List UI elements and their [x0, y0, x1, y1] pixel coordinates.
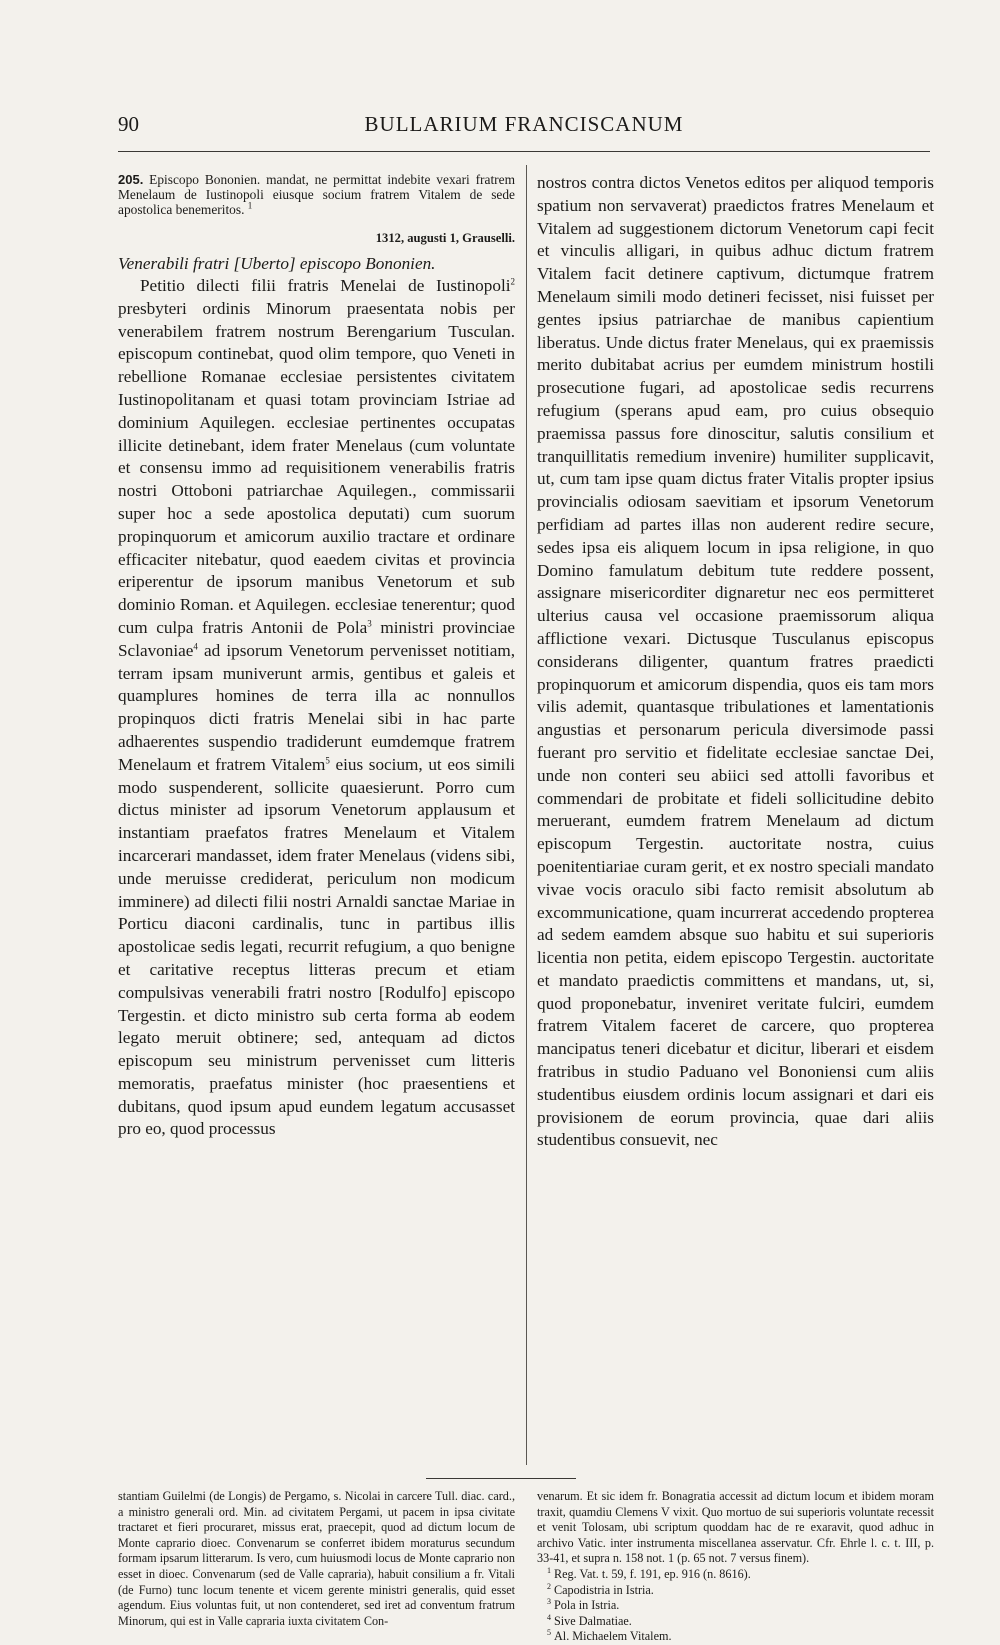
footnote-ref: 4: [193, 641, 198, 652]
footnote-text: Reg. Vat. t. 59, f. 191, ep. 916 (n. 8616).: [554, 1566, 751, 1581]
note-text: venarum. Et sic idem fr. Bonagratia accessit ad dictum locum et ibidem moram traxit, quamdiu Clemens V vixit. Quo mortuo de sui superioris voluntate recessit et venit Tolosam, ubi scriptum quoddam hac de re exaravit, quod adhuc in archivo Vatic. inter instrumenta miscellanea asservatur. Cfr. Ehrle l. c. t. III, p. 33-41, et supra n. 158 not. 1 (p. 65 not. 7 versus finem).: [537, 1489, 934, 1566]
body-paragraph-continued: nostros contra dictos Venetos editos per aliquod temporis spatium non servaverat) praedictos fratres Menelaum et Vitalem ad suggestionem dictorum Venetorum capi fecit et vinculis alligari, in quibus adhuc dictum fratrem Vitalem facit detinere captivum, dictumque fratrem Menelaum simili modo detineri fecisset, nisi fuisset per gentes ipsius patriarchae de manibus capientium liberatus. Unde dictus frater Menelaus, qui ex praemissis merito dubitabat acrius per eumdem ministrum hostili prosecutione fugari, ad apostolicae sedis recurrens refugium (sperans apud eam, pro cuius obsequio praemissa passus fore dinoscitur, salutis consilium et tranquillitatis remedium invenire) humiliter supplicavit, ut, cum tam ipse quam dictus frater Vitalis propter ipsius provincialis odiosam saevitiam et ipsorum Venetorum perfidiam ad partes illas non auderent redire secure, sedes ipsa eis aliquem locum in ipsa religione, in quo Domino famulatum debitum tute reddere possent, assignare misericorditer dignaretur nec eos permitteret ulterius causa vel occasione praemissorum aliqua afflictione vexari. Dictusque Tusculanus episcopus considerans diligenter, quantum fratres praedicti propinquorum et amicorum dispendia, quos eis tam mors vilis ademit, quantasque tribulationes et lamentationis angustias et personarum pericula diversimode passi fuerant pro servitio et fidelitate ecclesiae sanctae Dei, unde non conteri seu abiici sed attolli favoribus et commendari de probitate et fideli sollicitudine debito meruerant, eumdem fratrem Menelaum ad dictum episcopum Tergestin. auctoritate nostra, cuius poenitentiariae curam gerit, et ex nostro speciali mandato vivae vocis oraculo sibi facto remisit absolutum ab excommunicatione, quam incurrerat accedendo propterea ad sedem eamdem absque suo habitu et sui superioris licentia non petita, eidem episcopo Tergestin. auctoritate et mandato praedictis committens et mandans, ut, si, quod proponebatur, inveniret veritate fulciri, eumdem fratrem Vitalem faceret de carcere, quo propterea mancipatus teneri dicebatur et dicitur, liberari et eisdem fratribus in studio Paduano vel Bononiensi cum aliis studentibus eiusdem ordinis locum assignari et dari eis provisionem de eorum provincia, quae dari aliis studentibus consuevit, nec: [537, 173, 934, 1150]
footnote-ref: 5: [325, 755, 330, 765]
footnote-number: 3: [547, 1597, 551, 1607]
footnote-text: Al. Michaelem Vitalem.: [554, 1629, 672, 1644]
document-number: 205.: [118, 172, 144, 187]
right-column: [537, 172, 934, 1152]
footnote-list: [537, 1567, 934, 1645]
column-divider: [526, 165, 527, 1465]
body-text-segment: eius socium, ut eos simili modo suspenderent, sollicite quaesierunt. Porro cum dictus minister ad ipsorum Venetorum applausum et instantiam praefatos fratres Menelaum et Vitalem incarcerari mandasset, idem frater Menelaus (videns sibi, unde meruisse crediderat, periculum non modicum imminere) ad dilecti filii nostri Arnaldi sanctae Mariae in Porticu diaconi cardinalis, tunc in partibus illis apostolicae sedis legati, recurrit refugium, a quo benigne et caritative receptus litteras precum et etiam compulsivas venerabili fratri nostro [Rodulfo] episcopo Tergestin. et dicto ministro sub certa forma ab eodem legato meruit obtinere; sed, antequam ad dictos episcopum seu ministrum pervenisset cum litteris memoratis, praefatus minister (hoc praesentiens et dubitans, quod ipsum apud eundem legatum accusasset pro eo, quod processus: [118, 754, 516, 1139]
body-text-segment: presbyteri ordinis Minorum praesentata nobis per venerabilem fratrem nostrum Berengarium Tusculan. episcopum continebat, quod olim tempore, quo Veneti in rebellione Romanae ecclesiae persistentes civitatem Iustinopolitanam et quasi totam provinciam Istriae ad dominium Aquilegen. ecclesiae pertinentes occupatas illicite detinebant, idem frater Menelaus (cum voluntate et consensu immo ad requisitionem venerabilis fratris nostri Ottoboni patriarchae Aquilegen., commissarii super hoc a sede apostolica deputati) cum suorum propinquorum et amicorum auxilio tractare et ordinare efficaciter nitebatur, quod eaedem civitas et provincia eriperentur de ipsorum manibus Venetorum et sub dominio Roman. et Aquilegen. ecclesiae tenerentur; quod cum culpa fratris Antonii de Pola: [118, 298, 515, 637]
footnote-text: Sive Dalmatiae.: [554, 1613, 632, 1628]
left-column: [118, 172, 515, 1141]
footnote-text: Pola in Istria.: [554, 1598, 620, 1613]
body-paragraph: [118, 275, 515, 1141]
footnote-item: [537, 1614, 934, 1630]
footnote-text: Capodistria in Istria.: [554, 1582, 654, 1597]
footnote-number: 4: [547, 1612, 551, 1622]
footnote-ref: 3: [367, 618, 372, 629]
header-rule: [118, 151, 930, 152]
running-title: BULLARIUM FRANCISCANUM: [364, 112, 684, 136]
footnote-rule: [426, 1478, 576, 1479]
document-addressee: Venerabili fratri [Uberto] episcopo Bononien.: [118, 254, 436, 273]
page-number: 90: [118, 112, 139, 136]
footnote-item: [537, 1629, 934, 1645]
note-text: stantiam Guilelmi (de Longis) de Pergamo, s. Nicolai in carcere Tull. diac. card., a ministro generali ord. Min. ad civitatem Pergami, ut pacem in ipsa civitate tractaret et fieri procuraret, missus erat, praecepit, quod ad dictum locum de Monte caprario dioec. Convenarum se conferret ibidem moraturus secundum formam ipsarum litterarum. Is vero, cum huiusmodi locus de Monte caprario non esset in dioec. Convenarum (sed de Valle capraria), habuit consilium a fr. Vitali (de Furno) tunc locum tenente et vicem gerente ministri generalis, quid esset agendum. Eius voluntas fuit, ut non contenderet, sed iret ad conventum fratrum Minorum, qui est in Valle capraria iuxta civitatem Con-: [118, 1489, 515, 1628]
footnote-number: 5: [547, 1628, 551, 1638]
footnote-ref: 1: [247, 200, 253, 211]
body-text-segment: ad ipsorum Venetorum pervenisset notitiam, terram ipsam muniverunt armis, gentibus et galeis et quamplures homines de terra illa ac nonnullos propinquos dicti fratris Menelai sibi in hac parte adhaerentes suspendio tradiderunt eumdemque fratrem Menelaum et fratrem Vitalem: [118, 640, 515, 774]
footnote-item: [537, 1567, 934, 1583]
footnote-item: [537, 1598, 934, 1614]
footnote-number: 2: [547, 1581, 551, 1591]
page-header: [118, 112, 930, 146]
body-text-segment: ministri provinciae Sclavoniae: [118, 617, 516, 660]
document-dateline: 1312, augusti 1, Grauselli.: [375, 231, 515, 245]
footnotes-right: [537, 1489, 934, 1645]
footnote-number: 1: [547, 1565, 551, 1575]
regest-text: Episcopo Bononien. mandat, ne permittat indebite vexari fratrem Menelaum de Iustinopoli eiusque socium fratrem Vitalem de sede apostolica benemeritos.: [118, 172, 515, 217]
footnote-ref: 2: [510, 276, 515, 287]
footnotes-left: [118, 1489, 515, 1629]
footnote-item: [537, 1583, 934, 1599]
document-regest: [118, 172, 515, 217]
body-text-segment: Petitio dilecti filii fratris Menelai de Iustinopoli: [140, 276, 511, 295]
